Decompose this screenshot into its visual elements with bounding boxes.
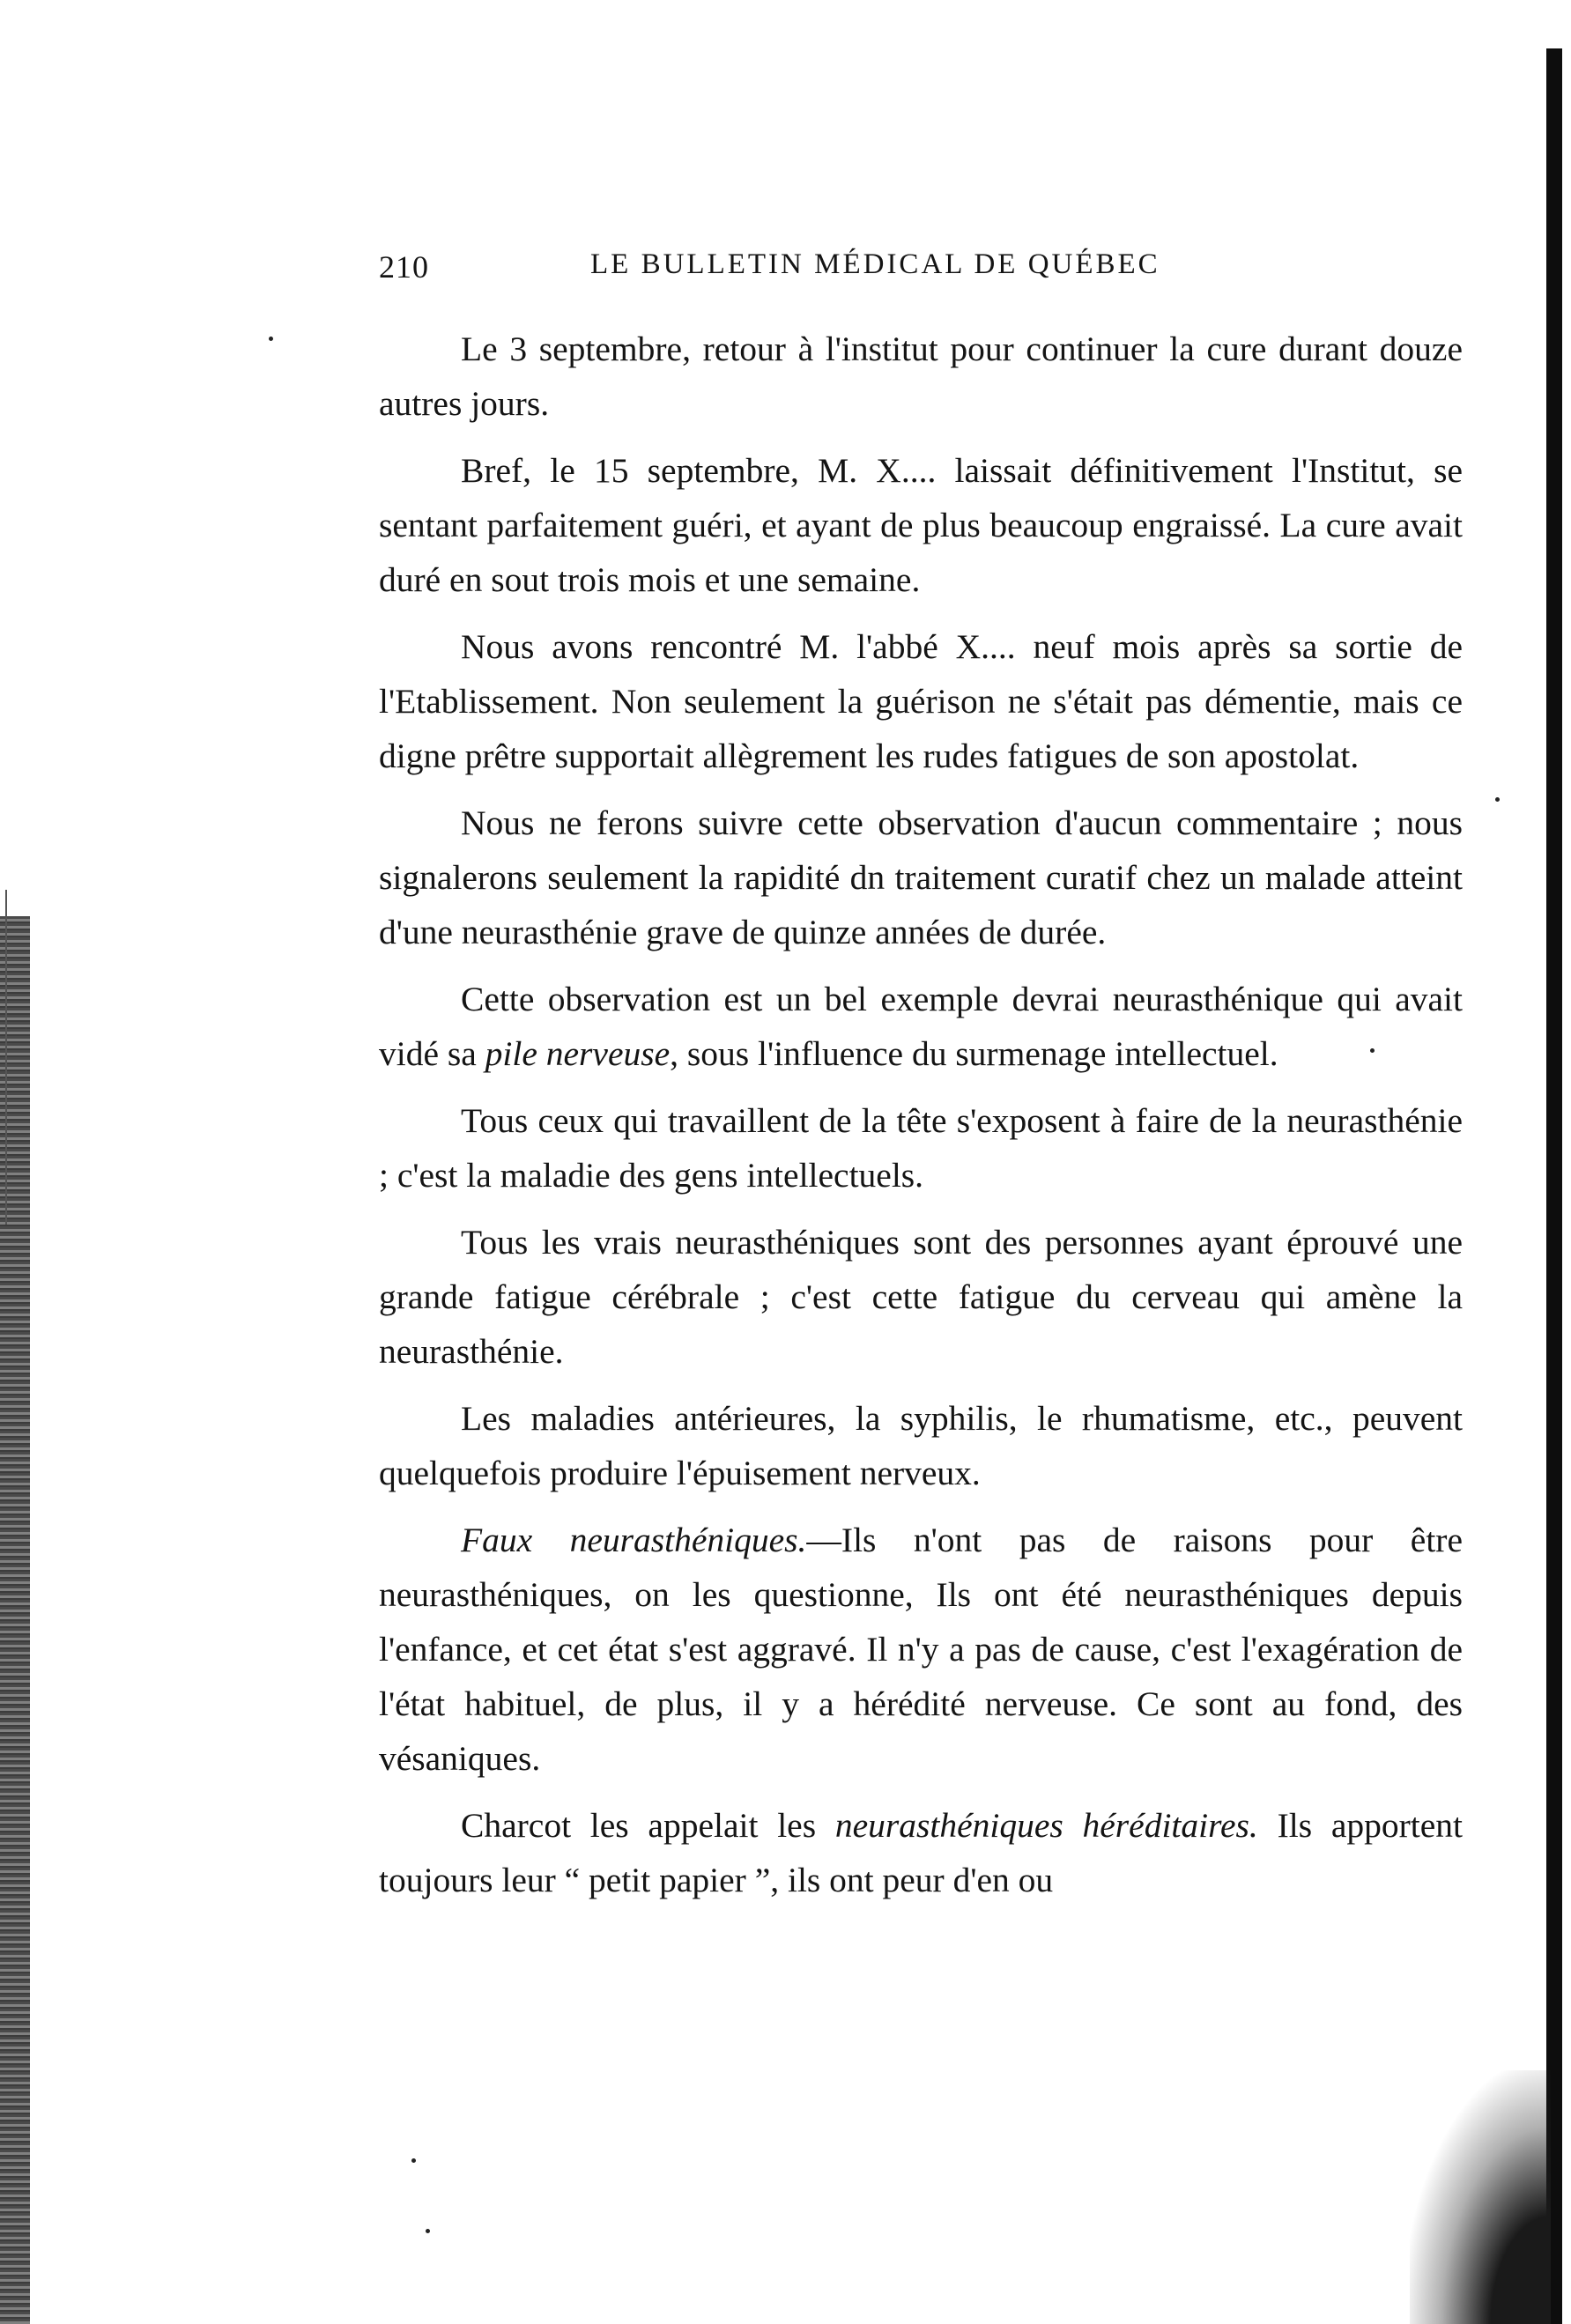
scan-speck <box>411 2158 416 2163</box>
paragraph <box>379 1513 1463 1786</box>
page-header <box>379 248 1269 292</box>
italic-term: neurasthéniques héréditaires. <box>834 1806 1258 1845</box>
paragraph: Le 3 septembre, retour à l'institut pour continuer la cure durant douze autres jours. <box>379 329 1463 423</box>
paragraph <box>379 1798 1463 1907</box>
paragraph-text: Charcot les appelait les <box>461 1806 835 1845</box>
paragraph-text: , sous l'influence du surmenage intellectuel. <box>670 1034 1278 1073</box>
paragraph-text: Cette observation est un bel exemple devrai neurasthénique qui avait vidé sa <box>379 980 1463 1073</box>
scan-speck <box>426 2229 430 2233</box>
paragraph-text: —Ils n'ont pas de raisons pour être neurasthéniques, on les questionne, Ils ont été neurasthéniques depuis l'enfance, et cet état s'est aggravé. Il n'y a pas de cause, c'est l'exagération de l'état habituel, de plus, il y a hérédité nerveuse. Ce sont au fond, des vésaniques. <box>379 1521 1463 1778</box>
scan-edge-right-fray <box>1410 2070 1551 2324</box>
page-number: 210 <box>379 249 429 285</box>
running-head: LE BULLETIN MÉDICAL DE QUÉBEC <box>590 248 1160 280</box>
scan-speck <box>269 337 273 341</box>
paragraph: Bref, le 15 septembre, M. X.... laissait définitivement l'Institut, se sentant parfaitement guéri, et ayant de plus beaucoup engraissé. La cure avait duré en sout trois mois et une semaine. <box>379 451 1463 599</box>
paragraph-text: Ils apportent toujours leur “ petit papier ”, ils ont peur d'en ou <box>379 1806 1463 1899</box>
paragraph: Tous les vrais neurasthéniques sont des personnes ayant éprouvé une grande fatigue cérébrale ; c'est cette fatigue du cerveau qui amène la neurasthénie. <box>379 1223 1463 1371</box>
paragraph: Nous avons rencontré M. l'abbé X.... neuf mois après sa sortie de l'Etablissement. Non seulement la guérison ne s'était pas démentie, mais ce digne prêtre supportait allègrement les rudes fatigues de son apostolat. <box>379 627 1463 775</box>
italic-term: pile nerveuse <box>485 1034 671 1073</box>
italic-heading: Faux neurasthéniques. <box>461 1521 807 1559</box>
scan-edge-right <box>1546 48 1562 2324</box>
paragraph: Les maladies antérieures, la syphilis, le rhumatisme, etc., peuvent quelquefois produire l'épuisement nerveux. <box>379 1399 1463 1492</box>
scan-speck <box>1495 797 1500 802</box>
paragraph: Nous ne ferons suivre cette observation d'aucun commentaire ; nous signalerons seulement la rapidité dn traitement curatif chez un malade atteint d'une neurasthénie grave de quinze années de durée. <box>379 803 1463 951</box>
scan-edge-left-line <box>5 890 7 1225</box>
paragraph: Tous ceux qui travaillent de la tête s'exposent à faire de la neurasthénie ; c'est la maladie des gens intellectuels. <box>379 1101 1463 1195</box>
body-text <box>379 322 1463 1920</box>
paragraph <box>379 972 1463 1081</box>
